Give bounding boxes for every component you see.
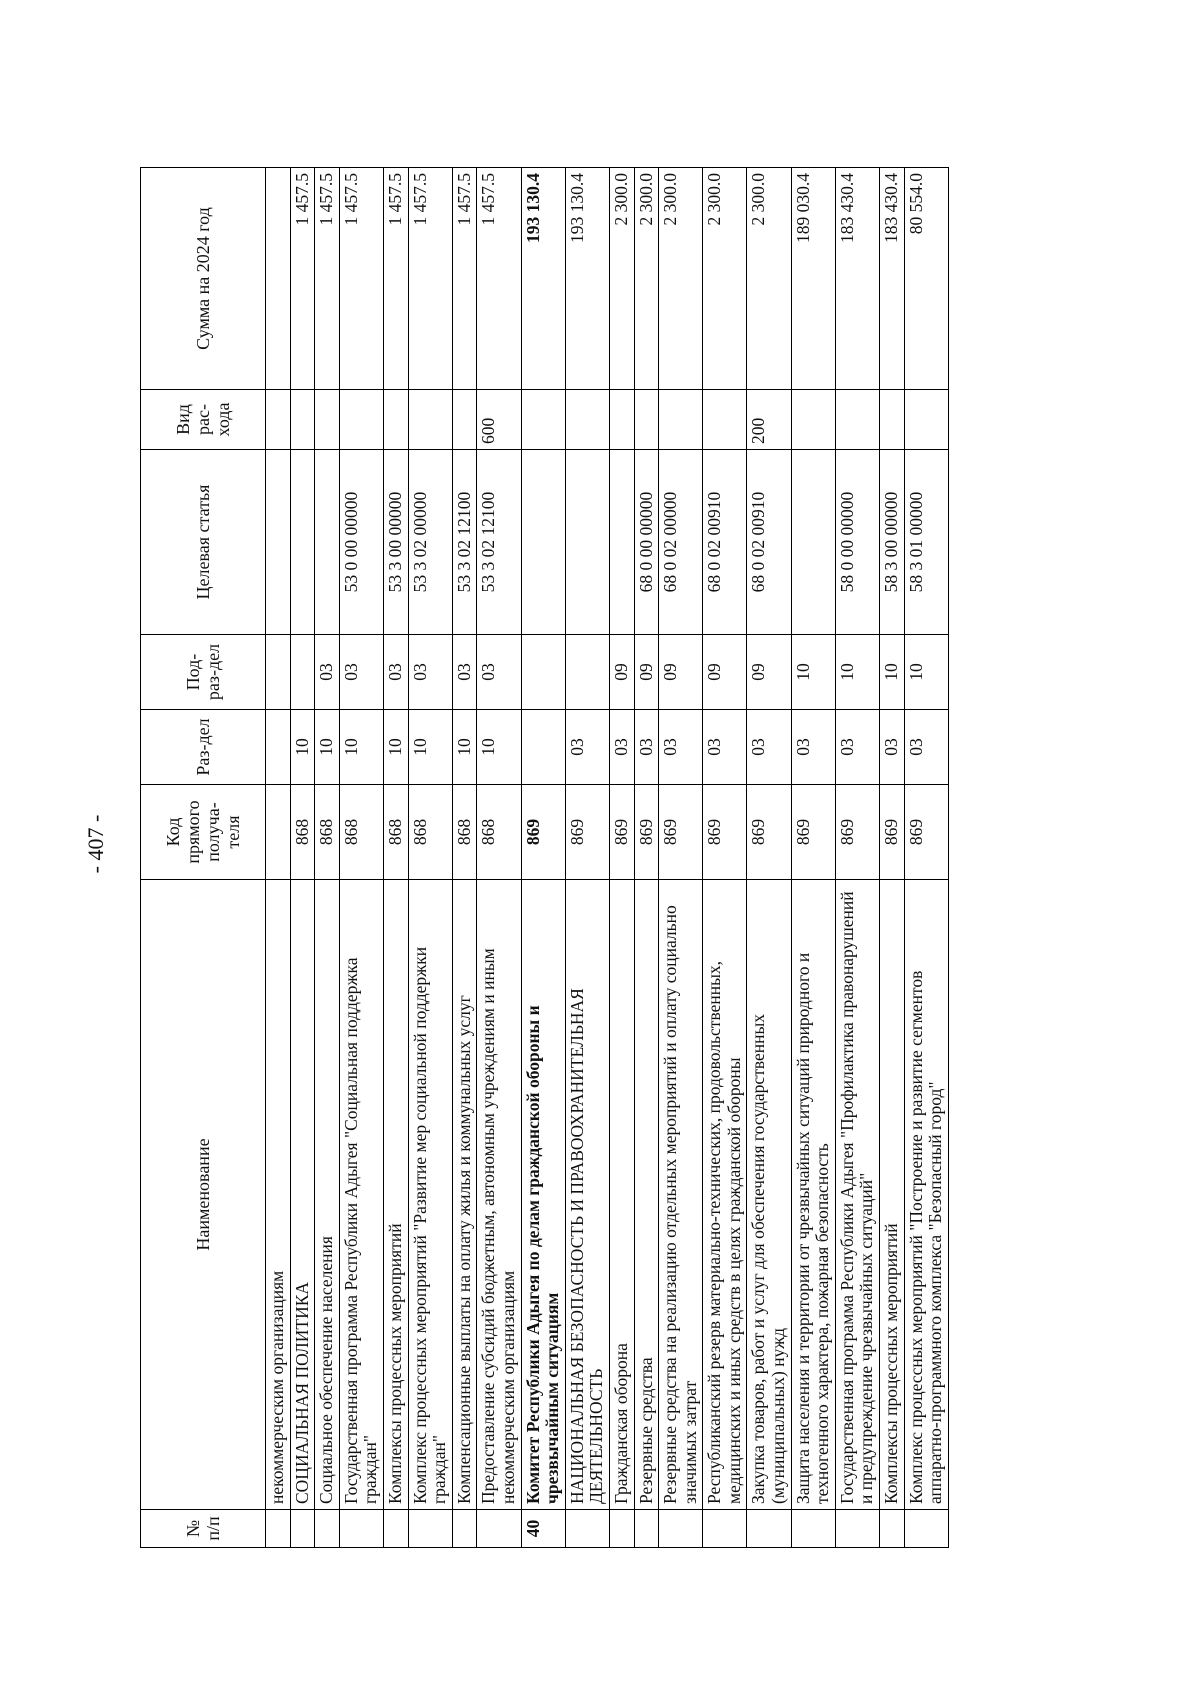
cell-exp-type: 200 [747,390,791,450]
cell-name: Социальное обеспечение населения [315,880,340,1510]
cell-section: 10 [339,710,383,785]
cell-target: 58 3 00 00000 [880,450,905,635]
cell-code: 869 [659,785,703,880]
cell-subsection: 03 [452,635,477,710]
table-row [880,168,905,1548]
cell-section: 03 [880,710,905,785]
cell-section: 10 [290,710,315,785]
cell-subsection: 03 [339,635,383,710]
cell-name: Комплекс процессных мероприятий "Развитие мер социальной поддержки граждан" [408,880,452,1510]
cell-subsection: 09 [634,635,659,710]
cell-name: Комплексы процессных мероприятий [383,880,408,1510]
cell-num [747,1510,791,1548]
cell-section [266,710,291,785]
cell-section: 03 [791,710,835,785]
cell-num [266,1510,291,1548]
cell-sum: 2 300.0 [703,168,747,390]
cell-subsection: 03 [408,635,452,710]
cell-target: 53 3 02 12100 [477,450,521,635]
table-row [904,168,948,1548]
cell-code: 868 [452,785,477,880]
cell-exp-type [659,390,703,450]
cell-section: 03 [659,710,703,785]
table-row [290,168,315,1548]
table-row [383,168,408,1548]
cell-code: 868 [477,785,521,880]
header-code: Код прямого получа-теля [141,785,266,880]
table-row [408,168,452,1548]
cell-name: Компенсационные выплаты на оплату жилья и коммунальных услуг [452,880,477,1510]
cell-exp-type: 600 [477,390,521,450]
cell-sum: 189 030.4 [791,168,835,390]
cell-section: 03 [565,710,609,785]
table-row [315,168,340,1548]
cell-num [659,1510,703,1548]
header-sum: Сумма на 2024 год [141,168,266,390]
cell-target: 58 3 01 00000 [904,450,948,635]
cell-sum: 183 430.4 [835,168,879,390]
cell-name: Предоставление субсидий бюджетным, автономным учреждениям и иным некоммерческим организациям [477,880,521,1510]
cell-exp-type [339,390,383,450]
cell-code: 868 [339,785,383,880]
cell-exp-type [290,390,315,450]
cell-target [266,450,291,635]
rotated-table-wrapper [140,168,1140,1548]
cell-name: Государственная программа Республики Адыгея "Социальная поддержка граждан" [339,880,383,1510]
cell-name: Республиканский резерв материально-технических, продовольственных, медицинских и иных средств в целях гражданской обороны [703,880,747,1510]
cell-target: 53 3 02 12100 [452,450,477,635]
cell-sum: 193 130.4 [565,168,609,390]
cell-target: 68 0 02 00000 [659,450,703,635]
cell-target [521,450,565,635]
cell-sum: 183 430.4 [880,168,905,390]
cell-num [880,1510,905,1548]
cell-num [609,1510,634,1548]
table-row [266,168,291,1548]
cell-subsection: 09 [659,635,703,710]
cell-sum: 1 457.5 [452,168,477,390]
cell-subsection: 09 [747,635,791,710]
cell-code: 869 [791,785,835,880]
cell-sum: 1 457.5 [339,168,383,390]
cell-num [634,1510,659,1548]
cell-sum: 1 457.5 [383,168,408,390]
cell-exp-type [634,390,659,450]
cell-section: 03 [835,710,879,785]
cell-sum: 193 130.4 [521,168,565,390]
cell-exp-type [452,390,477,450]
cell-num [408,1510,452,1548]
cell-code: 869 [634,785,659,880]
cell-exp-type [835,390,879,450]
cell-subsection: 09 [703,635,747,710]
cell-section: 10 [383,710,408,785]
cell-exp-type [880,390,905,450]
cell-num [452,1510,477,1548]
cell-name: Комплекс процессных мероприятий "Построение и развитие сегментов аппаратно-программного комплекса "Безопасный город" [904,880,948,1510]
cell-subsection: 10 [904,635,948,710]
cell-num [477,1510,521,1548]
cell-code: 869 [835,785,879,880]
cell-target: 53 0 00 00000 [339,450,383,635]
table-row [339,168,383,1548]
cell-section [521,710,565,785]
cell-exp-type [383,390,408,450]
cell-num [565,1510,609,1548]
cell-sum [266,168,291,390]
header-subsection: Под-раз-дел [141,635,266,710]
cell-target [315,450,340,635]
cell-section: 03 [634,710,659,785]
table-row [659,168,703,1548]
cell-code: 868 [290,785,315,880]
cell-code [266,785,291,880]
cell-target: 68 0 02 00910 [703,450,747,635]
cell-name: некоммерческим организациям [266,880,291,1510]
cell-code: 869 [880,785,905,880]
cell-subsection: 03 [477,635,521,710]
cell-name: Закупка товаров, работ и услуг для обеспечения государственных (муниципальных) нужд [747,880,791,1510]
cell-subsection: 10 [835,635,879,710]
cell-exp-type [521,390,565,450]
cell-target [290,450,315,635]
cell-subsection: 03 [383,635,408,710]
table-row [477,168,521,1548]
cell-subsection [565,635,609,710]
table-row [703,168,747,1548]
cell-num [703,1510,747,1548]
cell-exp-type [565,390,609,450]
cell-sum: 2 300.0 [747,168,791,390]
cell-subsection: 10 [791,635,835,710]
table-row [747,168,791,1548]
header-num: № п/п [141,1510,266,1548]
cell-target [565,450,609,635]
cell-target: 58 0 00 00000 [835,450,879,635]
cell-section: 03 [703,710,747,785]
cell-section: 10 [408,710,452,785]
table-row [634,168,659,1548]
table-row [565,168,609,1548]
cell-name: Государственная программа Республики Адыгея "Профилактика правонарушений и предупреждение чрезвычайных ситуаций" [835,880,879,1510]
cell-sum: 80 554.0 [904,168,948,390]
header-exp-type: Вид рас-хода [141,390,266,450]
cell-code: 869 [904,785,948,880]
cell-section: 10 [452,710,477,785]
table-row [835,168,879,1548]
cell-code: 869 [521,785,565,880]
cell-subsection [290,635,315,710]
cell-sum: 1 457.5 [477,168,521,390]
header-section: Раз-дел [141,710,266,785]
cell-section: 10 [315,710,340,785]
cell-name: Гражданская оборона [609,880,634,1510]
cell-target [791,450,835,635]
table-row [791,168,835,1548]
cell-exp-type [609,390,634,450]
cell-sum: 1 457.5 [290,168,315,390]
cell-target: 68 0 02 00910 [747,450,791,635]
cell-subsection [266,635,291,710]
cell-num [904,1510,948,1548]
cell-section: 03 [609,710,634,785]
cell-exp-type [791,390,835,450]
cell-sum: 2 300.0 [609,168,634,390]
cell-sum: 2 300.0 [634,168,659,390]
cell-name: Комплексы процессных мероприятий [880,880,905,1510]
cell-num [290,1510,315,1548]
cell-subsection: 10 [880,635,905,710]
cell-sum: 1 457.5 [408,168,452,390]
table-row [609,168,634,1548]
cell-exp-type [266,390,291,450]
cell-name: Защита населения и территории от чрезвычайных ситуаций природного и техногенного характера, пожарная безопасность [791,880,835,1510]
cell-code: 869 [747,785,791,880]
cell-subsection: 09 [609,635,634,710]
table-row [521,168,565,1548]
cell-num [791,1510,835,1548]
table-header-row [141,168,266,1548]
cell-exp-type [408,390,452,450]
cell-subsection [521,635,565,710]
cell-section: 10 [477,710,521,785]
page-number: - 407 - [83,814,108,874]
cell-exp-type [904,390,948,450]
cell-name: Резервные средства на реализацию отдельных мероприятий и оплату социально значимых затрат [659,880,703,1510]
cell-section: 03 [904,710,948,785]
cell-name: СОЦИАЛЬНАЯ ПОЛИТИКА [290,880,315,1510]
cell-name: Комитет Республики Адыгея по делам гражданской обороны и чрезвычайным ситуациям [521,880,565,1510]
cell-num [315,1510,340,1548]
cell-code: 868 [383,785,408,880]
cell-code: 869 [609,785,634,880]
cell-exp-type [703,390,747,450]
cell-sum: 2 300.0 [659,168,703,390]
cell-num [835,1510,879,1548]
header-name: Наименование [141,880,266,1510]
header-target: Целевая статья [141,450,266,635]
cell-code: 868 [315,785,340,880]
cell-name: НАЦИОНАЛЬНАЯ БЕЗОПАСНОСТЬ И ПРАВООХРАНИТЕЛЬНАЯ ДЕЯТЕЛЬНОСТЬ [565,880,609,1510]
cell-subsection: 03 [315,635,340,710]
cell-name: Резервные средства [634,880,659,1510]
cell-sum: 1 457.5 [315,168,340,390]
cell-num [339,1510,383,1548]
cell-code: 868 [408,785,452,880]
cell-exp-type [315,390,340,450]
cell-code: 869 [565,785,609,880]
cell-target: 53 3 00 00000 [383,450,408,635]
cell-num: 40 [521,1510,565,1548]
budget-table [140,167,949,1548]
cell-target [609,450,634,635]
cell-code: 869 [703,785,747,880]
cell-target: 68 0 00 00000 [634,450,659,635]
cell-section: 03 [747,710,791,785]
cell-target: 53 3 02 00000 [408,450,452,635]
table-body [266,168,949,1548]
table-row [452,168,477,1548]
cell-num [383,1510,408,1548]
